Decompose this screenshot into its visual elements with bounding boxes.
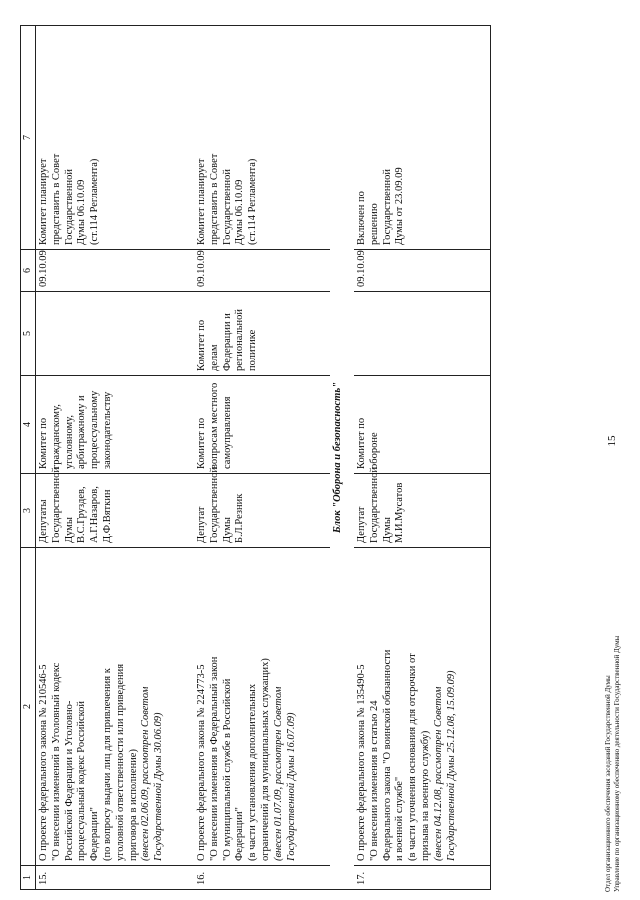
bill-description-cell [36, 548, 195, 866]
bill-title: О проекте федерального закона № 224773-5 [196, 664, 207, 861]
decision-line: Государственной [221, 169, 233, 245]
committee-line: самоуправления [221, 396, 233, 469]
decision-line: Думы от 23.09.09 [394, 167, 406, 245]
decision-line: Государственной [63, 169, 75, 245]
decision-line: решению [368, 203, 380, 245]
bill-description-line: (по вопросу выдачи лиц для привлечения к [101, 668, 113, 861]
initiator-line: Депутаты [38, 499, 49, 543]
bill-description-line: (в части уточнения основания для отсрочки от [407, 653, 419, 861]
initiator-line: Б.Л.Резник [234, 493, 246, 543]
bill-description-line: "О внесении изменений в Уголовный кодекс [50, 662, 62, 861]
footer-line: Отдел организационного обеспечения заседаний Государственной Думы [604, 675, 612, 892]
bill-submission-note: (внесен 02.06.09, рассмотрен Советом [140, 686, 152, 861]
bill-description-cell [354, 548, 491, 866]
co-committee-cell [36, 292, 195, 376]
bill-submission-note: (внесен 04.12.08, рассмотрен Советом [432, 686, 444, 861]
bill-description-line: "О внесении изменения в статью 24 [368, 700, 380, 861]
bill-description-line: Федерации" [234, 807, 246, 861]
committee-line: арбитражному и [76, 395, 88, 469]
bill-description-line: Федерации" [89, 807, 101, 861]
table-row [36, 26, 195, 890]
row-number: 15. [36, 866, 195, 890]
co-committee-line: Федерации и [221, 313, 233, 371]
column-header-6: 6 [21, 250, 36, 292]
decision-line: Комитет планирует [196, 158, 207, 245]
column-header-5: 5 [21, 292, 36, 376]
decision-line: Государственной [381, 169, 393, 245]
block-heading: Блок "Оборона и безопасность" [330, 26, 354, 890]
initiator-line: М.И.Мусатов [394, 482, 406, 543]
date-cell: 09.10.09 [194, 250, 330, 292]
initiator-line: Государственной [208, 467, 220, 543]
row-number: 17. [354, 866, 491, 890]
column-header-7: 7 [21, 26, 36, 250]
decision-line: Думы 06.10.09 [76, 179, 88, 245]
decision-line: Думы 06.10.09 [234, 179, 246, 245]
table-row [194, 26, 330, 890]
bill-submission-note: (внесен 01.07.09, рассмотрен Советом [272, 686, 284, 861]
decision-line: представить в Совет [208, 153, 220, 245]
committee-line: вопросам местного [208, 382, 220, 469]
decision-cell [194, 26, 330, 250]
bill-description-line: "О муниципальной службе в Российской [221, 678, 233, 861]
committee-line: уголовному, [63, 415, 75, 469]
column-header-3: 3 [21, 474, 36, 548]
decision-line: (ст.114 Регламента) [89, 158, 101, 245]
co-committee-cell [194, 292, 330, 376]
initiator-line: Государственной [368, 467, 380, 543]
date-cell: 09.10.09 [36, 250, 195, 292]
committee-line: процессуальному [89, 390, 101, 469]
decision-cell [36, 26, 195, 250]
committee-cell [354, 376, 491, 474]
column-number-header [21, 26, 36, 890]
page-footer [604, 636, 622, 892]
table-row [354, 26, 491, 890]
initiators-cell [36, 467, 195, 548]
decision-line: Комитет планирует [38, 158, 49, 245]
initiator-line: Думы [381, 517, 393, 543]
bill-description-line: призыва на военную службу) [419, 730, 431, 861]
co-committee-cell [354, 292, 491, 376]
co-committee-line: региональной [234, 309, 246, 371]
column-header-2: 2 [21, 548, 36, 866]
bill-description-line: (в части установления дополнительных [247, 683, 259, 861]
bill-title: О проекте федерального закона № 135490-5 [356, 664, 367, 861]
bill-title: О проекте федерального закона № 210546-5 [38, 664, 49, 861]
initiators-cell [194, 467, 330, 548]
committee-line: Комитет по [356, 417, 367, 469]
decision-line: Включен по [356, 191, 367, 245]
bills-table [20, 25, 491, 890]
bill-description-line: Федерального закона "О воинской обязанности [381, 649, 393, 861]
bill-submission-note: Государственной Думы 30.06.09) [153, 712, 165, 861]
committee-line: гражданскому, [50, 404, 62, 469]
initiator-line: Депутат [196, 506, 207, 543]
page-number: 15 [606, 435, 618, 447]
column-header-4: 4 [21, 376, 36, 474]
bill-submission-note: Государственной Думы 25.12.08, 15.09.09) [445, 670, 457, 861]
column-header-1: 1 [21, 866, 36, 890]
co-committee-line: политике [247, 329, 259, 371]
committee-cell [194, 376, 330, 474]
bill-description-line: уголовной ответственности или приведения [114, 663, 126, 861]
initiator-line: Думы [63, 517, 75, 543]
bill-description-line: "О внесении изменения в Федеральный закон [208, 656, 220, 861]
bill-description-line: процессуальный кодекс Российской [76, 700, 88, 861]
decision-line: представить в Совет [50, 153, 62, 245]
committee-line: Комитет по [196, 417, 207, 469]
initiator-line: Государственной [50, 467, 62, 543]
footer-line: Управление по организационному обеспечению деятельности Государственной Думы [612, 635, 621, 892]
initiator-line: Депутат [356, 506, 367, 543]
co-committee-line: Комитет по делам [196, 319, 220, 371]
date-cell: 09.10.09 [354, 250, 491, 292]
bill-description-line: Российской Федерации и Уголовно- [63, 700, 75, 861]
bill-submission-note: Государственной Думы 16.07.09) [285, 712, 297, 861]
committee-line: Комитет по [38, 417, 49, 469]
decision-cell [354, 26, 491, 250]
initiators-cell [354, 467, 491, 548]
block-heading-row [330, 26, 354, 890]
initiator-line: А.Г.Назаров, [89, 486, 101, 543]
decision-line: (ст.114 Регламента) [247, 158, 259, 245]
committee-line: обороне [368, 432, 380, 469]
bill-description-cell [194, 548, 330, 866]
committee-cell [36, 376, 195, 474]
bill-description-line: приговора в исполнение) [127, 749, 139, 861]
initiator-line: В.С.Груздев, [76, 486, 88, 543]
initiator-line: Думы [221, 517, 233, 543]
initiator-line: Д.Ф.Вяткин [101, 489, 113, 543]
committee-line: законодательству [101, 391, 113, 469]
bill-description-line: ограничений для муниципальных служащих) [259, 658, 271, 861]
bill-description-line: и военной службе" [394, 776, 406, 861]
row-number: 16. [194, 866, 330, 890]
